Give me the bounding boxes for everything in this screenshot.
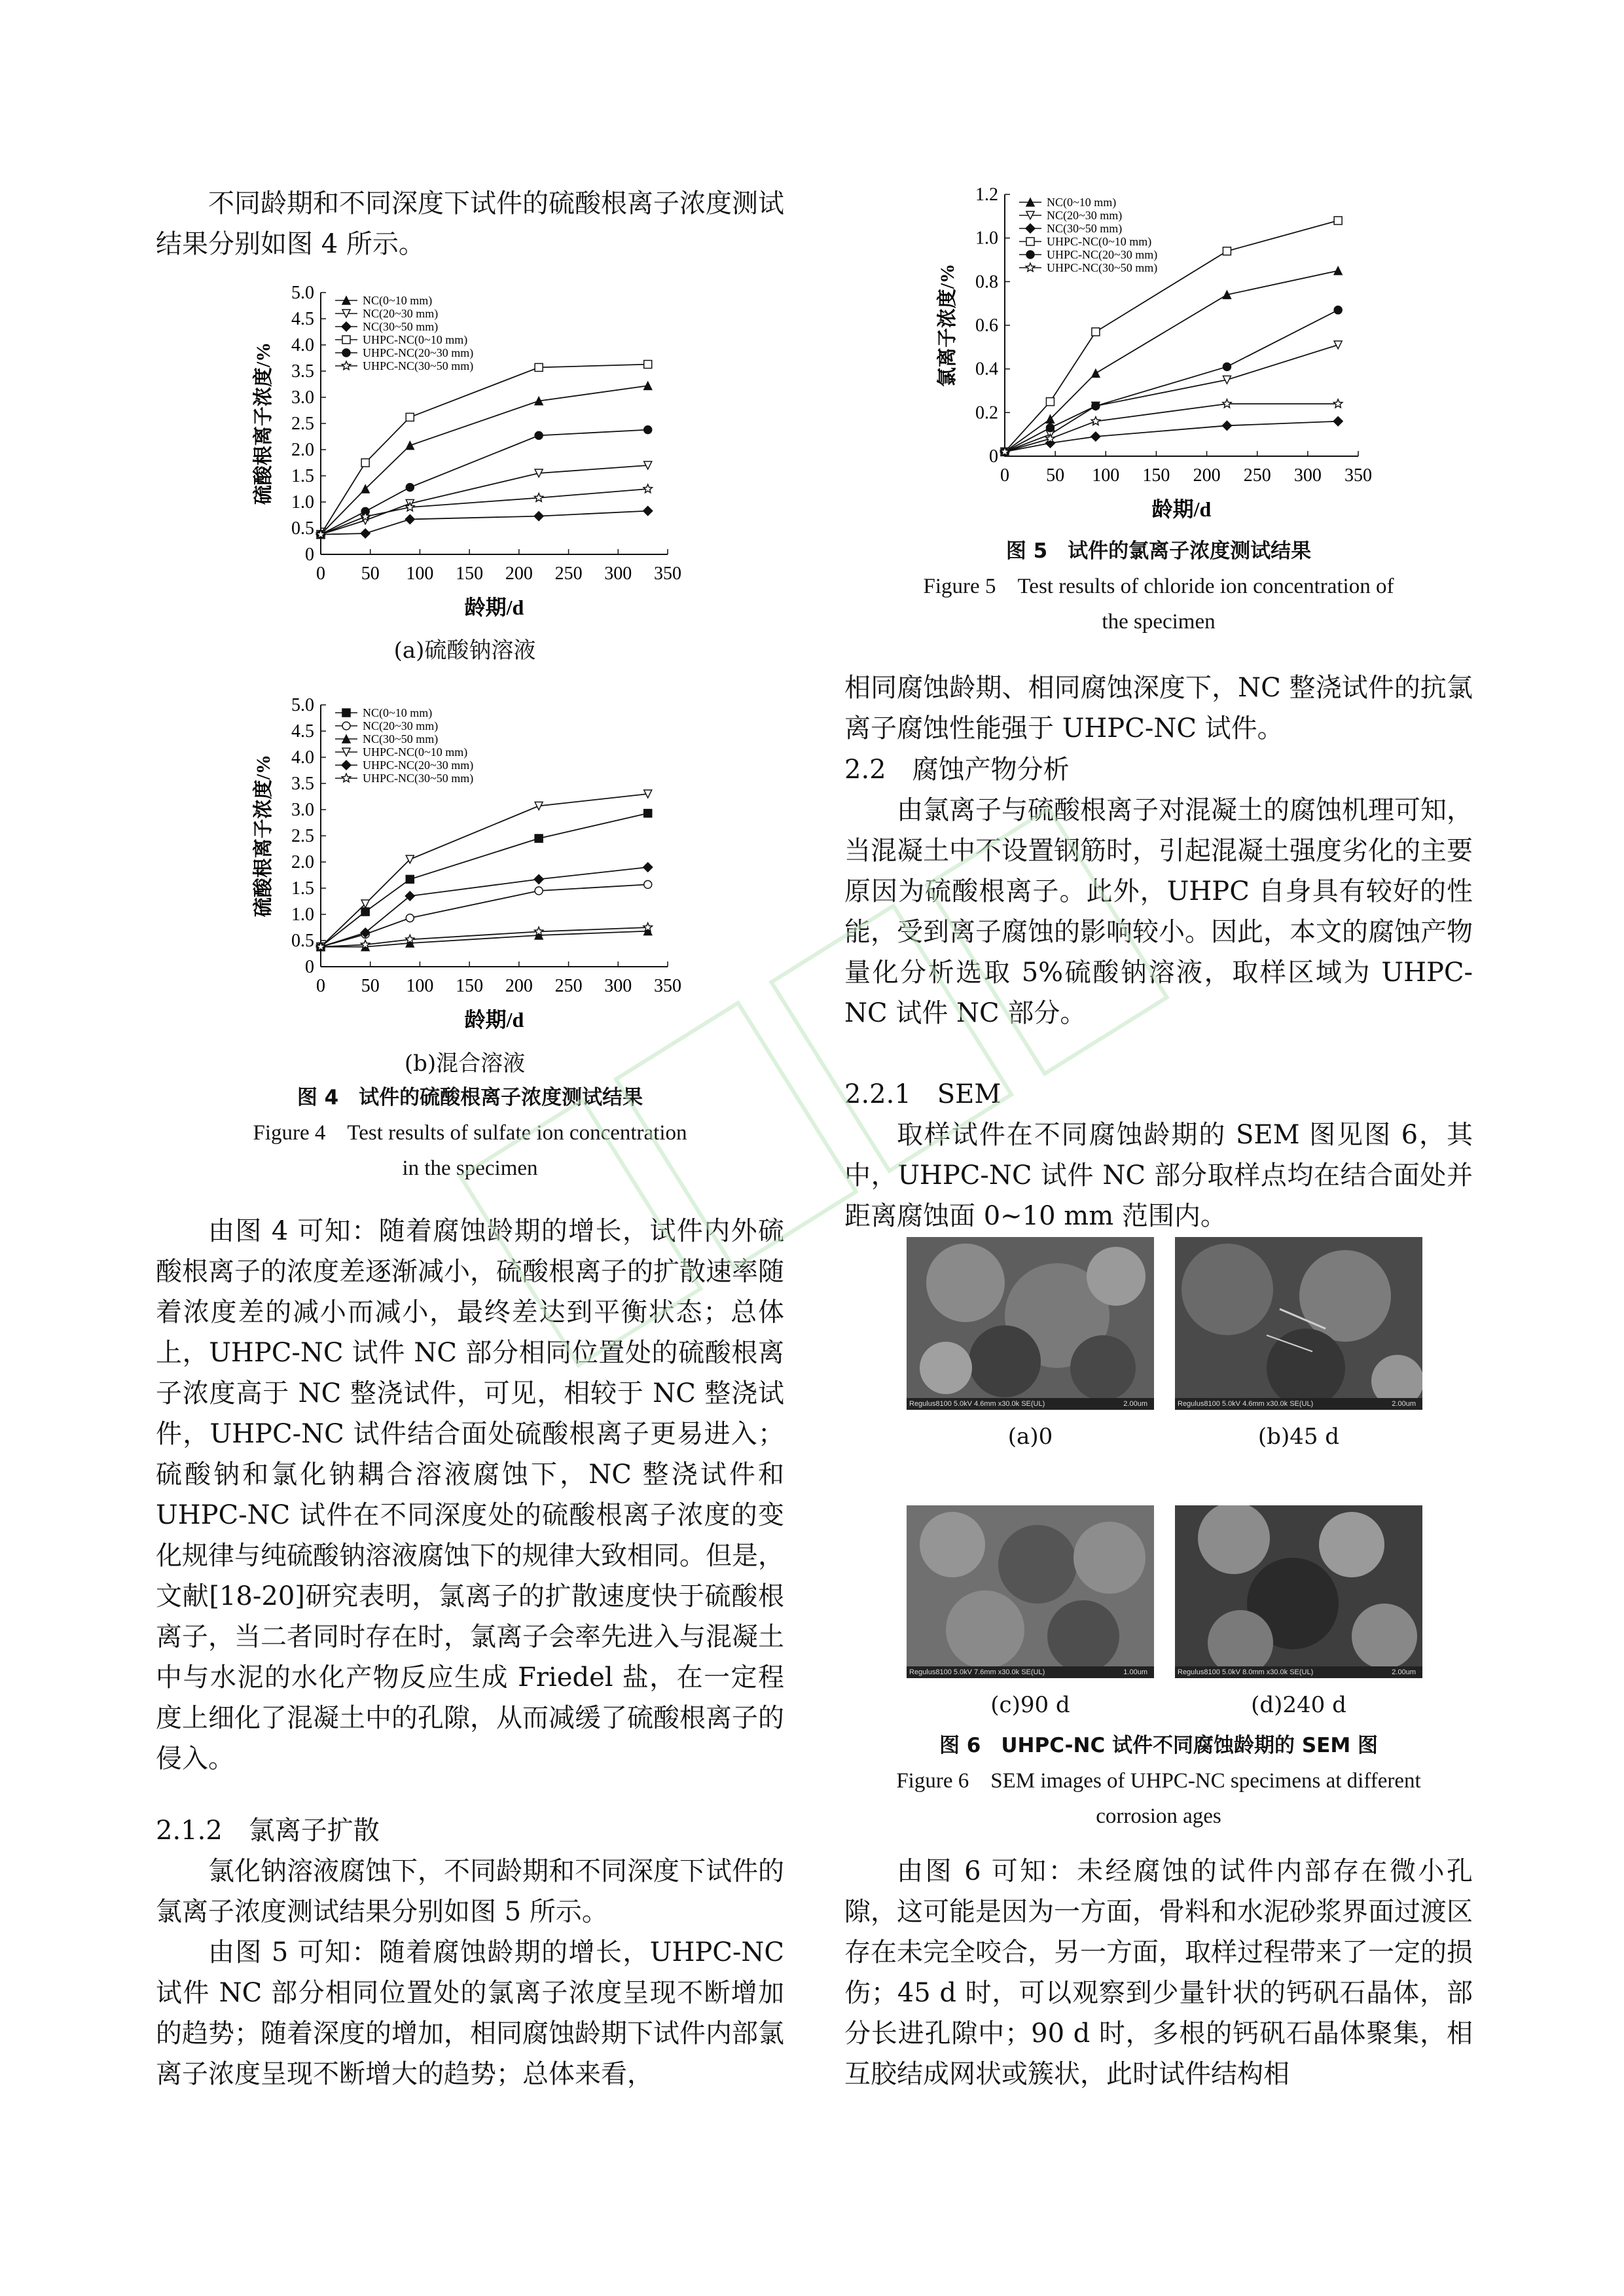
sem-scale-d: 2.00um — [1392, 1668, 1416, 1676]
sem-scale-b: 2.00um — [1392, 1400, 1416, 1408]
x-tick-label: 350 — [1344, 465, 1372, 486]
data-point — [1334, 341, 1342, 349]
y-tick-label: 0 — [305, 545, 314, 565]
y-tick-label: 1.0 — [291, 905, 314, 925]
data-point — [406, 914, 414, 922]
legend-entry — [335, 307, 438, 321]
data-point — [1223, 363, 1231, 370]
fig5-caption-cn: 图 5 试件的氯离子浓度测试结果 — [1005, 539, 1312, 563]
fig5-chart — [913, 180, 1384, 533]
legend-entry — [1019, 222, 1122, 236]
legend-entry — [1019, 209, 1122, 223]
x-tick-label: 0 — [316, 976, 325, 996]
section-2-1-2-para-b: 由图 5 可知：随着腐蚀龄期的增长，UHPC-NC 试件 NC 部分相同位置处的氯离子浓度呈现不断增加的趋势；随着深度的增加，相同腐蚀龄期下试件内部氯离子浓度呈现不断增大的趋势；总体来看， — [156, 1937, 784, 2089]
fig6-caption-cn: 图 6 UHPC-NC 试件不同腐蚀龄期的 SEM 图 — [939, 1734, 1378, 1757]
legend-label: UHPC-NC(30~50 mm) — [363, 772, 474, 785]
legend-label: UHPC-NC(0~10 mm) — [363, 333, 468, 346]
series-2 — [317, 461, 652, 539]
legend-entry — [335, 772, 473, 785]
legend-marker — [342, 774, 350, 782]
section-2-2-1-text: 取样试件在不同腐蚀龄期的 SEM 图见图 6，其中，UHPC-NC 试件 NC 部分取样点均在结合面处并距离腐蚀面 0~10 mm 范围内。 — [844, 1120, 1473, 1231]
y-tick-label: 3.0 — [291, 387, 314, 408]
fig6-caption-en-2: corrosion ages — [1096, 1804, 1221, 1828]
section-2-2-text: 由氯离子与硫酸根离子对混凝土的腐蚀机理可知，当混凝土中不设置钢筋时，引起混凝土强度劣化的主要原因为硫酸根离子。此外，UHPC 自身具有较好的性能，受到离子腐蚀的影响较小。因此，本文的腐蚀产物量化分析选取 5%硫酸钠溶液，取样区域为 UHPC-NC 试件 NC 部分。 — [844, 795, 1473, 1028]
y-tick-label: 5.0 — [291, 695, 314, 715]
legend-entry — [335, 346, 473, 360]
data-point — [644, 426, 652, 434]
data-point — [1091, 417, 1100, 425]
legend-entry — [335, 706, 432, 720]
series-line — [321, 489, 648, 535]
x-tick-label: 150 — [456, 976, 484, 996]
x-tick-label: 50 — [1046, 465, 1065, 486]
x-tick-label: 250 — [554, 564, 583, 584]
legend-entry — [335, 294, 432, 308]
series-line — [321, 814, 648, 947]
x-tick-label: 300 — [1293, 465, 1322, 486]
legend-label: UHPC-NC(0~10 mm) — [1047, 235, 1152, 248]
data-point — [405, 514, 414, 524]
series-line — [321, 465, 648, 535]
legend-entry — [335, 333, 467, 347]
fig4-caption-en-2: in the specimen — [402, 1157, 538, 1180]
series-line — [321, 884, 648, 946]
data-point — [644, 361, 652, 368]
sem-info-bar-d — [1175, 1666, 1422, 1678]
section-2-1-2-para-a: 氯化钠溶液腐蚀下，不同龄期和不同深度下试件的氯离子浓度测试结果分别如图 5 所示。 — [156, 1856, 784, 1927]
x-tick-label: 100 — [406, 564, 434, 584]
legend-marker — [1026, 238, 1034, 245]
legend-marker — [342, 761, 351, 770]
legend-marker — [1026, 263, 1034, 272]
series-line — [1005, 271, 1338, 452]
intro-paragraph — [156, 183, 784, 264]
sem-scale-a: 2.00um — [1123, 1400, 1147, 1408]
data-point — [1092, 328, 1100, 336]
legend-label: NC(0~10 mm) — [363, 706, 433, 719]
legend-label: NC(0~10 mm) — [363, 294, 433, 307]
data-point — [1222, 421, 1231, 430]
data-point — [1046, 398, 1054, 406]
legend-entry — [335, 320, 438, 334]
fig5-caption-en-2: the specimen — [1102, 610, 1216, 634]
sem-info-a: Regulus8100 5.0kV 4.6mm x30.0k SE(UL) — [909, 1400, 1045, 1408]
fig4-discussion — [156, 1211, 784, 1779]
legend-label: NC(20~30 mm) — [363, 307, 439, 320]
fig4a-svg — [242, 278, 687, 632]
data-point — [1092, 402, 1100, 410]
sem-info-bar-b — [1175, 1398, 1422, 1410]
y-tick-label: 4.5 — [291, 721, 314, 742]
fig6b-label: (b)45 d — [1257, 1424, 1340, 1450]
data-point — [535, 834, 543, 842]
section-2-1-2-heading: 2.1.2 氯离子扩散 — [156, 1816, 380, 1846]
fig5-caption — [844, 533, 1473, 639]
sem-image-0d — [907, 1237, 1154, 1410]
legend-entry — [1019, 196, 1116, 209]
fig4a-chart — [242, 278, 687, 632]
y-tick-label: 3.5 — [291, 774, 314, 794]
data-point — [1046, 424, 1054, 432]
data-point — [1334, 217, 1342, 224]
x-axis-label: 龄期/d — [1151, 497, 1212, 521]
y-tick-label: 0.2 — [975, 403, 998, 423]
section-2-2-1-heading: 2.2.1 SEM — [844, 1079, 1001, 1109]
sem-texture-a — [907, 1237, 1154, 1410]
data-point — [406, 875, 414, 883]
legend-label: UHPC-NC(0~10 mm) — [363, 745, 468, 759]
x-tick-label: 300 — [604, 976, 632, 996]
x-tick-label: 100 — [1092, 465, 1120, 486]
right-continuation — [844, 668, 1473, 749]
data-point — [644, 880, 652, 888]
legend-entry — [335, 359, 473, 373]
x-tick-label: 250 — [1243, 465, 1271, 486]
y-tick-label: 3.0 — [291, 800, 314, 820]
y-tick-label: 0 — [989, 446, 998, 467]
x-tick-label: 150 — [456, 564, 484, 584]
legend-entry — [335, 759, 473, 772]
data-point — [406, 503, 414, 511]
legend-label: NC(0~10 mm) — [1047, 196, 1117, 209]
series-line — [1005, 345, 1338, 452]
data-point — [406, 442, 414, 450]
legend-entry — [1019, 235, 1151, 249]
fig4-caption — [156, 1080, 784, 1186]
x-tick-label: 50 — [361, 564, 380, 584]
y-tick-label: 1.0 — [975, 228, 998, 249]
data-point — [1334, 399, 1343, 408]
legend-entry — [1019, 248, 1157, 262]
data-point — [535, 363, 543, 371]
section-2-1-2-body — [156, 1851, 784, 2094]
y-tick-label: 0.5 — [291, 518, 314, 539]
y-axis-label: 硫酸根离子浓度/% — [253, 754, 274, 918]
legend-marker — [342, 361, 350, 370]
data-point — [1223, 399, 1231, 408]
data-point — [643, 863, 653, 872]
y-tick-label: 1.5 — [291, 878, 314, 899]
fig5-svg — [913, 180, 1384, 533]
x-tick-label: 100 — [406, 976, 434, 996]
legend-marker — [342, 709, 350, 717]
series-line — [321, 511, 648, 535]
y-tick-label: 0.8 — [975, 272, 998, 293]
sem-texture-c — [907, 1505, 1154, 1678]
legend-label: NC(20~30 mm) — [1047, 209, 1123, 222]
series-line — [321, 927, 648, 947]
y-tick-label: 0.4 — [975, 359, 998, 380]
data-point — [644, 810, 652, 817]
data-point — [361, 908, 369, 916]
sem-image-90d — [907, 1505, 1154, 1678]
legend-label: UHPC-NC(20~30 mm) — [363, 346, 474, 359]
data-point — [361, 459, 369, 467]
y-axis-label: 硫酸根离子浓度/% — [253, 342, 274, 505]
y-tick-label: 2.5 — [291, 826, 314, 846]
fig6-caption-en-1: Figure 6 SEM images of UHPC-NC specimens at different — [896, 1769, 1421, 1793]
data-point — [1334, 267, 1342, 275]
fig6a-label: (a)0 — [1007, 1424, 1053, 1450]
x-tick-label: 0 — [316, 564, 325, 584]
data-point — [1334, 306, 1342, 314]
x-tick-label: 50 — [361, 976, 380, 996]
x-axis-label: 龄期/d — [464, 596, 524, 619]
y-tick-label: 4.5 — [291, 309, 314, 329]
section-2-2-1-body — [844, 1115, 1473, 1236]
legend-marker — [1026, 251, 1034, 259]
x-tick-label: 250 — [554, 976, 583, 996]
sem-info-bar-c — [907, 1666, 1154, 1678]
data-point — [1092, 369, 1100, 377]
y-tick-label: 0.5 — [291, 931, 314, 951]
data-point — [535, 493, 543, 502]
data-point — [406, 413, 414, 421]
y-tick-label: 4.0 — [291, 335, 314, 355]
y-tick-label: 2.5 — [291, 414, 314, 434]
data-point — [643, 484, 652, 493]
data-point — [406, 935, 414, 943]
fig6c-label: (c)90 d — [990, 1692, 1070, 1718]
legend-label: NC(30~50 mm) — [1047, 222, 1123, 235]
legend-entry — [335, 732, 438, 746]
sem-image-240d — [1175, 1505, 1422, 1678]
data-point — [534, 874, 543, 884]
y-tick-label: 4.0 — [291, 747, 314, 768]
legend-label: NC(30~50 mm) — [363, 732, 439, 745]
fig6-discussion — [844, 1851, 1473, 2094]
section-2-2-heading: 2.2 腐蚀产物分析 — [844, 755, 1070, 785]
legend-label: NC(20~30 mm) — [363, 719, 439, 732]
x-tick-label: 0 — [1000, 465, 1009, 486]
data-point — [534, 512, 543, 521]
legend-label: UHPC-NC(20~30 mm) — [1047, 248, 1158, 261]
legend-entry — [335, 745, 467, 759]
x-tick-label: 150 — [1142, 465, 1170, 486]
x-tick-label: 300 — [604, 564, 632, 584]
legend-marker — [342, 322, 351, 331]
y-tick-label: 1.5 — [291, 466, 314, 486]
data-point — [1223, 247, 1231, 255]
legend-label: UHPC-NC(30~50 mm) — [363, 359, 474, 372]
y-tick-label: 2.0 — [291, 440, 314, 460]
legend-label: UHPC-NC(20~30 mm) — [363, 759, 474, 772]
fig4-caption-cn: 图 4 试件的硫酸根离子浓度测试结果 — [297, 1086, 643, 1109]
fig4b-chart — [242, 691, 687, 1044]
sem-image-45d — [1175, 1237, 1422, 1410]
data-point — [535, 927, 543, 935]
x-tick-label: 350 — [654, 564, 681, 584]
data-point — [406, 484, 414, 492]
legend-marker — [342, 336, 350, 344]
sem-info-bar-a — [907, 1398, 1154, 1410]
fig6-discussion-text: 由图 6 可知：未经腐蚀的试件内部存在微小孔隙，这可能是因为一方面，骨料和水泥砂浆界面过渡区存在未完全咬合，另一方面，取样过程带来了一定的损伤；45 d 时，可以观察到少量针状的钙矾石晶体，部分长进孔隙中；90 d 时，多根的钙矾石晶体聚集，相互胶结成网状或簇状，此时试件结构相 — [844, 1856, 1473, 2089]
sem-info-d: Regulus8100 5.0kV 8.0mm x30.0k SE(UL) — [1178, 1668, 1314, 1676]
fig4a-subcaption: (a)硫酸钠溶液 — [393, 637, 536, 664]
y-tick-label: 1.0 — [291, 492, 314, 512]
y-tick-label: 0.6 — [975, 315, 998, 336]
sem-texture-b — [1175, 1237, 1422, 1410]
data-point — [361, 529, 370, 538]
y-axis-label: 氯离子浓度/% — [937, 263, 958, 387]
series-line — [321, 386, 648, 534]
data-point — [1333, 417, 1343, 426]
x-tick-label: 200 — [1193, 465, 1221, 486]
x-axis-label: 龄期/d — [464, 1008, 524, 1031]
fig6d-label: (d)240 d — [1251, 1692, 1346, 1718]
sem-scale-c: 1.00um — [1123, 1668, 1147, 1676]
y-tick-label: 0 — [305, 957, 314, 977]
data-point — [535, 431, 543, 439]
fig4b-subcaption: (b)混合溶液 — [404, 1050, 526, 1077]
data-point — [1223, 291, 1231, 298]
y-tick-label: 2.0 — [291, 852, 314, 872]
x-tick-label: 350 — [654, 976, 681, 996]
y-tick-label: 5.0 — [291, 283, 314, 303]
x-tick-label: 200 — [505, 564, 533, 584]
sem-texture-d — [1175, 1505, 1422, 1678]
legend-marker — [342, 349, 350, 357]
sem-info-c: Regulus8100 5.0kV 7.6mm x30.0k SE(UL) — [909, 1668, 1045, 1676]
data-point — [643, 923, 652, 931]
fig4-caption-en-1: Figure 4 Test results of sulfate ion concentration — [253, 1121, 687, 1145]
legend-entry — [1019, 261, 1157, 275]
series-line — [1005, 404, 1338, 452]
y-tick-label: 3.5 — [291, 361, 314, 382]
legend-label: UHPC-NC(30~50 mm) — [1047, 261, 1158, 274]
data-point — [643, 507, 653, 516]
fig5-caption-en-1: Figure 5 Test results of chloride ion concentration of — [923, 575, 1394, 598]
fig6-caption — [844, 1728, 1473, 1834]
series-4 — [317, 790, 652, 951]
x-tick-label: 200 — [505, 976, 533, 996]
legend-marker — [342, 722, 350, 730]
series-line — [321, 794, 648, 947]
intro-text: 不同龄期和不同深度下试件的硫酸根离子浓度测试结果分别如图 4 所示。 — [156, 188, 784, 259]
legend-label: NC(30~50 mm) — [363, 320, 439, 333]
y-tick-label: 1.2 — [975, 185, 998, 205]
sem-info-b: Regulus8100 5.0kV 4.6mm x30.0k SE(UL) — [1178, 1400, 1314, 1408]
right-continuation-text: 相同腐蚀龄期、相同腐蚀深度下，NC 整浇试件的抗氯离子腐蚀性能强于 UHPC-NC 试件。 — [844, 673, 1473, 744]
data-point — [535, 887, 543, 895]
section-2-2-body — [844, 790, 1473, 1033]
legend-marker — [1026, 224, 1035, 233]
fig4b-svg — [242, 691, 687, 1044]
fig4-discussion-text: 由图 4 可知：随着腐蚀龄期的增长，试件内外硫酸根离子的浓度差逐渐减小，硫酸根离子的扩散速率随着浓度差的减小而减小，最终差达到平衡状态；总体上，UHPC-NC 试件 NC 部分相同位置处的硫酸根离子浓度高于 NC 整浇试件，可见，相较于 NC 整浇试件，UHPC-NC 试件结合面处硫酸根离子更易进入；硫酸钠和氯化钠耦合溶液腐蚀下，NC 整浇试件和 UHPC-NC 试件在不同深度处的硫酸根离子浓度的变化规律与纯硫酸钠溶液腐蚀下的规律大致相同。但是，文献[18-20]研究表明，氯离子的扩散速度快于硫酸根离子，当二者同时存在时，氯离子会率先进入与混凝土中与水泥的水化产物反应生成 Friedel 盐，在一定程度上细化了混凝土中的孔隙，从而减缓了硫酸根离子的侵入。 — [156, 1216, 784, 1774]
data-point — [1091, 432, 1100, 441]
legend-entry — [335, 719, 438, 733]
